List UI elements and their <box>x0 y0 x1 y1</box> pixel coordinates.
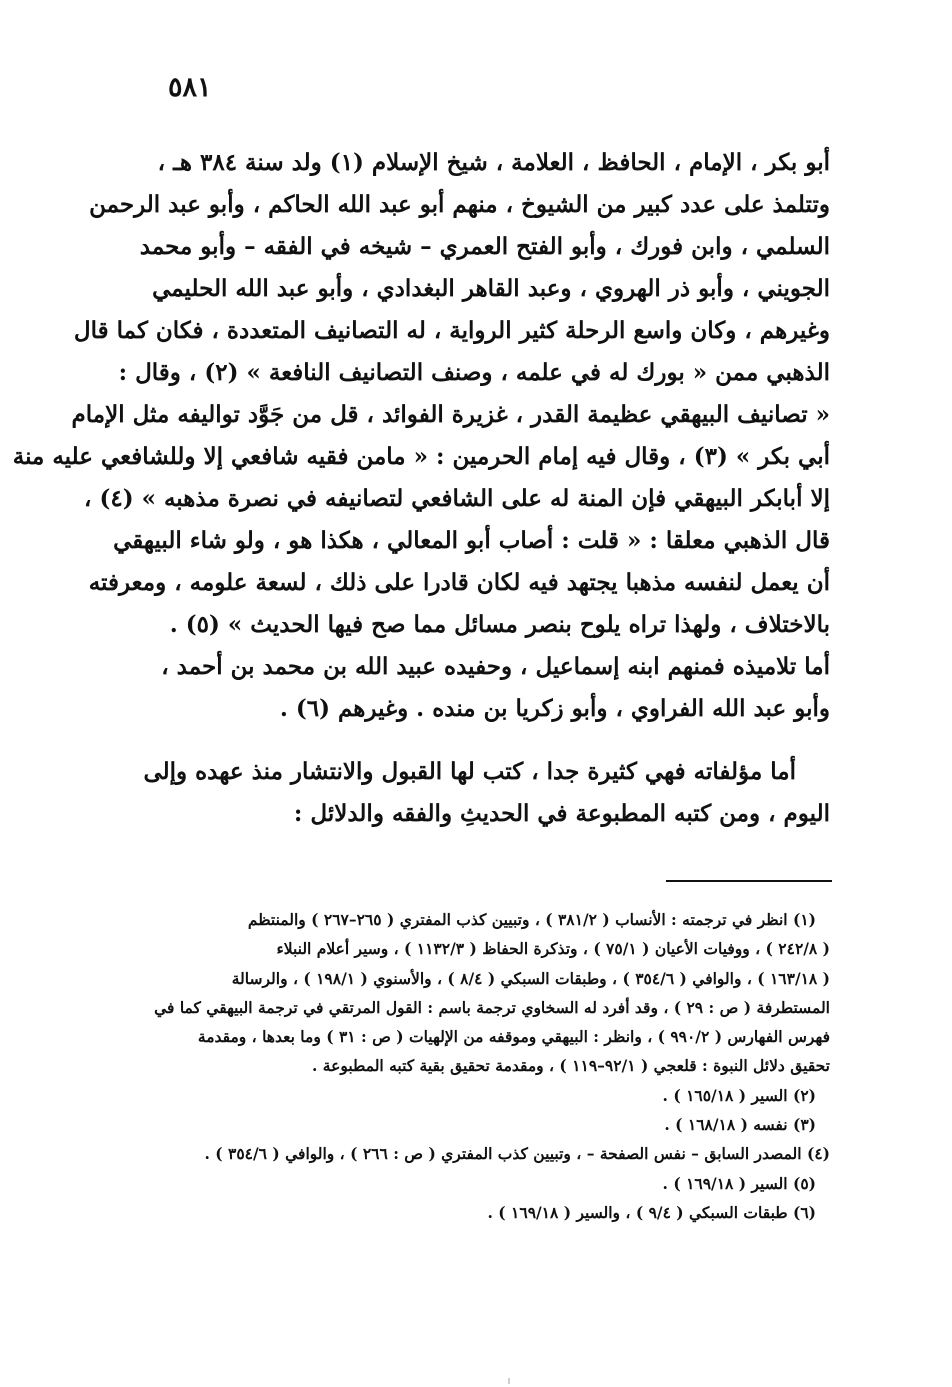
body-paragraph-2 <box>130 751 830 835</box>
footnote-line: فهرس الفهارس ( ٩٩٠/٢ ) ، وانظر : البيهقي وموقفه من الإلهيات ( ص : ٣١ ) وما بعدها ، ومقدمة <box>197 1027 830 1047</box>
text-line: قال الذهبي معلقا : « قلت : أصاب أبو المعالي ، هكذا هو ، ولو شاء البيهقي <box>113 527 830 554</box>
text-line: الذهبي ممن « بورك له في علمه ، وصنف التصانيف النافعة » (٢) ، وقال : <box>118 359 830 386</box>
text-line: « تصانيف البيهقي عظيمة القدر ، غزيرة الفوائد ، قل من جَوَّد تواليفه مثل الإمام <box>71 401 830 428</box>
footnotes <box>130 905 830 1227</box>
footnote-line: ( ٢٤٢/٨ ) ، ووفيات الأعيان ( ٧٥/١ ) ، وتذكرة الحفاظ ( ١١٣٢/٣ ) ، وسير أعلام النبلاء <box>276 939 830 959</box>
footnote-line: (٤) المصدر السابق – نفس الصفحة – ، وتبيين كذب المفتري ( ص : ٢٦٦ ) ، والوافي ( ٣٥٤/٦ ) . <box>204 1144 830 1164</box>
footnote-line: (٢) السير ( ١٦٥/١٨ ) . <box>662 1085 816 1105</box>
text-line: أما مؤلفاته فهي كثيرة جدا ، كتب لها القبول والانتشار منذ عهده وإلى <box>143 758 796 785</box>
footnote-line: (٦) طبقات السبكي ( ٩/٤ ) ، والسير ( ١٦٩/١٨ ) . <box>487 1202 816 1222</box>
footnote-line: المستطرفة ( ص : ٢٩ ) ، وقد أفرد له السخاوي ترجمة باسم : القول المرتقي في ترجمة البيهقي كما في <box>154 997 830 1017</box>
page-number: ٥٨١ <box>168 72 212 103</box>
footnote-line: تحقيق دلائل النبوة : قلعجي ( ٩٢/١–١١٩ ) ، ومقدمة تحقيق بقية كتبه المطبوعة . <box>311 1056 830 1076</box>
text-line: أبي بكر » (٣) ، وقال فيه إمام الحرمين : « مامن فقيه شافعي إلا وللشافعي عليه منة <box>12 443 830 470</box>
footnote-line: (١) انظر في ترجمته : الأنساب ( ٣٨١/٢ ) ، وتبيين كذب المفتري ( ٢٦٥–٢٦٧ ) والمنتظم <box>247 910 816 929</box>
scan-mark <box>508 1378 510 1384</box>
text-line: وغيرهم ، وكان واسع الرحلة كثير الرواية ، له التصانيف المتعددة ، فكان كما قال <box>73 317 830 344</box>
text-line: اليوم ، ومن كتبه المطبوعة في الحديثِ والفقه والدلائل : <box>293 800 830 827</box>
text-line: وأبو عبد الله الفراوي ، وأبو زكريا بن منده . وغيرهم (٦) . <box>279 695 830 722</box>
footnote-line: (٥) السير ( ١٦٩/١٨ ) . <box>662 1173 816 1193</box>
body-paragraph-1 <box>12 142 830 730</box>
text-line: بالاختلاف ، ولهذا تراه يلوح بنصر مسائل مما صح فيها الحديث » (٥) . <box>169 611 830 638</box>
text-line: إلا أبابكر البيهقي فإن المنة له على الشافعي لتصانيفه في نصرة مذهبه » (٤) ، <box>84 485 830 512</box>
text-line: السلمي ، وابن فورك ، وأبو الفتح العمري – شيخه في الفقه – وأبو محمد <box>139 233 830 260</box>
text-line: أن يعمل لنفسه مذهبا يجتهد فيه لكان قادرا على ذلك ، لسعة علومه ، ومعرفته <box>88 569 830 596</box>
text-line: أبو بكر ، الإمام ، الحافظ ، العلامة ، شيخ الإسلام (١) ولد سنة ٣٨٤ هـ ، <box>157 149 830 176</box>
footnote-line: ( ١٦٣/١٨ ) ، والوافي ( ٣٥٤/٦ ) ، وطبقات السبكي ( ٨/٤ ) ، والأسنوي ( ١٩٨/١ ) ، والرسالة <box>231 968 830 988</box>
text-line: الجويني ، وأبو ذر الهروي ، وعبد القاهر البغدادي ، وأبو عبد الله الحليمي <box>152 275 830 302</box>
text-line: وتتلمذ على عدد كبير من الشيوخ ، منهم أبو عبد الله الحاكم ، وأبو عبد الرحمن <box>89 191 830 218</box>
footnote-separator <box>666 880 832 882</box>
footnote-line: (٣) نفسه ( ١٦٨/١٨ ) . <box>664 1115 816 1135</box>
text-line: أما تلاميذه فمنهم ابنه إسماعيل ، وحفيده عبيد الله بن محمد بن أحمد ، <box>161 653 830 680</box>
